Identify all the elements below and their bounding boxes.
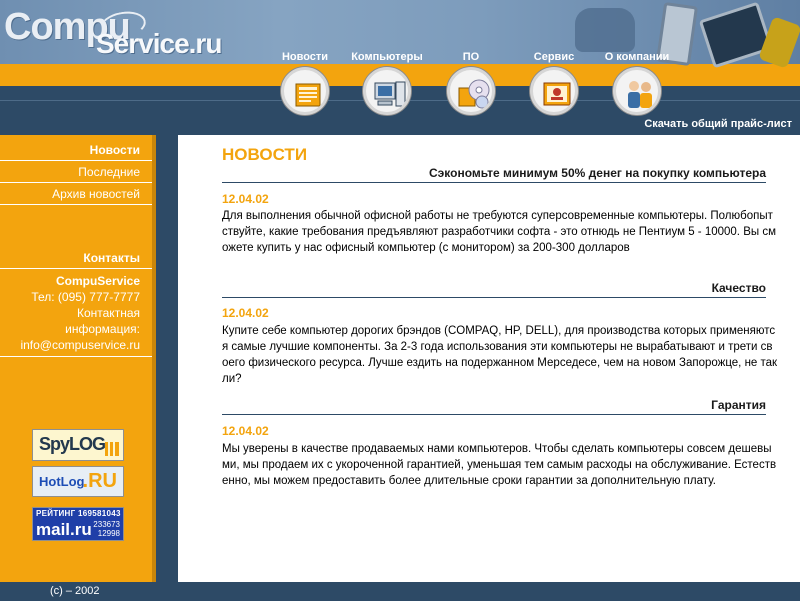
article-date: 12.04.02 (222, 306, 269, 320)
copyright-text: (c) – 2002 (50, 585, 100, 597)
nav-item-service[interactable] (514, 50, 594, 115)
contact-info-label: информация: (65, 322, 140, 336)
nav-label: О компании (604, 51, 670, 63)
hotlog-label: HotLog (39, 474, 85, 489)
logo-text-service: Service.ru (96, 28, 222, 59)
divider (0, 356, 152, 357)
news-icon (281, 67, 329, 115)
spylog-counter[interactable] (32, 429, 124, 461)
article-text: Купите себе компьютер дорогих брэндов (COMPAQ, HP, DELL), для производства которых применяются самые лучшие компоненты. За 2-3 года использования эти компьютеры не вырабатывают и трети своего физического ресурса. Лучше ездить на подержанном Мерседесе, чем на новом Запорожце, не так ли? (222, 325, 778, 385)
contact-block (0, 273, 152, 353)
hotlog-counter[interactable] (32, 466, 124, 497)
nav-item-software[interactable] (431, 50, 511, 115)
article-headline: Гарантия (222, 398, 766, 415)
sidebar-gap (156, 135, 178, 582)
contact-info-label: Контактная (76, 306, 140, 320)
contact-phone: Тел: (095) 777-7777 (31, 290, 140, 304)
article-date: 12.04.02 (222, 424, 269, 438)
mailru-rating-counter[interactable] (32, 507, 124, 541)
article-text: Мы уверены в качестве продаваемых нами компьютеров. Чтобы сделать компьютеры совсем дешевыми, мы продаем их с укороченной гарантией, уменьшая тем самым расходы на обслуживание. Естественно, мы можем предоставить более длительные сроки гарантии за дополнительную плату. (222, 443, 777, 487)
article-text: Для выполнения обычной офисной работы не требуются суперсовременные компьютеры. Полюбопытствуйте, какие требования предъявляют разработчики софта - это отнюдь не Пентиум 5 - 10000. Вы сможете купить у нас офисный компьютер (с монитором) за 200-300 долларов (222, 210, 776, 254)
article-headline: Качество (222, 281, 766, 298)
nav-label: Сервис (533, 51, 575, 63)
company-people-icon (613, 67, 661, 115)
nav-label: Новости (281, 51, 329, 63)
site-logo[interactable] (4, 6, 234, 58)
price-list-download-link[interactable]: Скачать общий прайс-лист (644, 118, 792, 130)
service-icon (530, 67, 578, 115)
mailru-rating-label: РЕЙТИНГ 169581043 (36, 509, 121, 518)
contact-email-link[interactable]: info@compuservice.ru (20, 338, 140, 352)
camera-decoration-icon (575, 8, 635, 52)
footer (0, 582, 800, 601)
contact-company: CompuService (55, 274, 140, 288)
sidebar-contacts-heading[interactable]: Контакты (0, 247, 152, 269)
nav-label: Компьютеры (351, 51, 423, 63)
hotlog-ru-label: .RU (82, 470, 117, 492)
mailru-brand: mail.ru (36, 520, 92, 539)
page-title: НОВОСТИ (222, 145, 308, 164)
spylog-label: SpyLOG (39, 434, 106, 454)
software-cd-icon (447, 67, 495, 115)
bar-chart-icon (105, 442, 119, 456)
main-content (178, 135, 800, 582)
sidebar-item-latest[interactable]: Последние (0, 161, 152, 183)
header (0, 0, 800, 135)
nav-label: ПО (462, 51, 480, 63)
computer-icon (363, 67, 411, 115)
mailru-count: 12998 (97, 529, 120, 538)
nav-item-computers[interactable] (347, 50, 427, 115)
nav-item-company[interactable] (597, 50, 677, 115)
sidebar-item-news[interactable]: Новости (0, 139, 152, 161)
article-date: 12.04.02 (222, 192, 269, 206)
sidebar-item-archive[interactable]: Архив новостей (0, 183, 152, 205)
mailru-count: 233673 (93, 520, 120, 529)
article-headline: Сэкономьте минимум 50% денег на покупку компьютера (222, 166, 766, 183)
nav-item-news[interactable] (265, 50, 345, 115)
logo-text-compu: Compu (4, 6, 130, 48)
